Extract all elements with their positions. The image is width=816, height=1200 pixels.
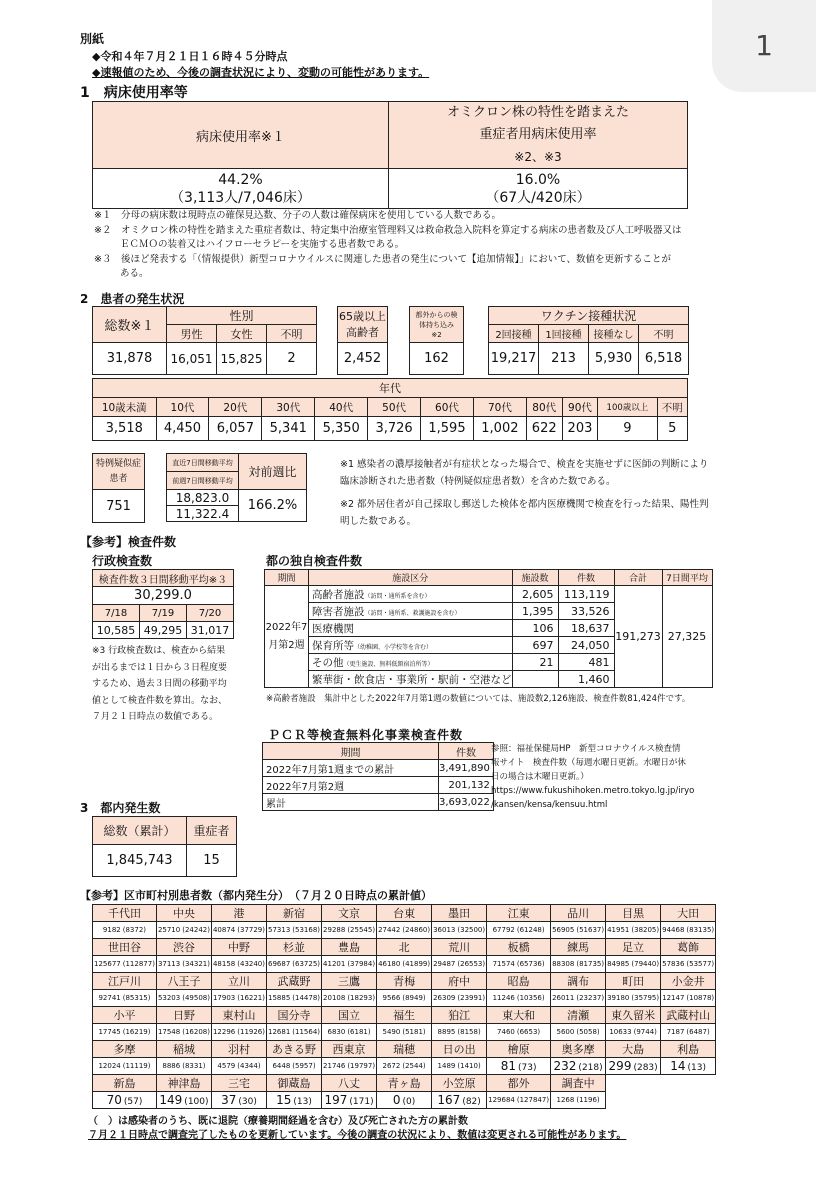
city-name: 足立 bbox=[606, 939, 661, 956]
city-name: 調布 bbox=[551, 973, 606, 990]
city-name: 奥多摩 bbox=[551, 1041, 606, 1058]
city-count: 1489 (1410) bbox=[432, 1058, 487, 1075]
city-name: 三宅 bbox=[211, 1075, 266, 1092]
city-count: 0 (0) bbox=[377, 1092, 432, 1109]
city-count: 10633 (9744) bbox=[606, 1024, 661, 1041]
out-of-prefecture-value: 162 bbox=[410, 343, 464, 375]
city-name: 八王子 bbox=[156, 973, 211, 990]
section2-title: 2 患者の発生状況 bbox=[80, 292, 185, 306]
vaccine-col-header: 接種なし bbox=[589, 325, 639, 343]
own-test-col-header: 施設数 bbox=[512, 570, 558, 586]
city-count: 37113 (34321) bbox=[156, 956, 211, 973]
age-col-header: 20代 bbox=[209, 398, 262, 417]
own-test-count: 33,526 bbox=[558, 603, 614, 620]
female-value: 15,825 bbox=[217, 343, 267, 375]
city-count: 37 (30) bbox=[211, 1092, 266, 1109]
age-col-value: 5 bbox=[657, 417, 688, 441]
own-test-facility-count bbox=[512, 671, 558, 688]
city-count: 9182 (8372) bbox=[93, 922, 157, 939]
city-count: 1268 (1196) bbox=[551, 1092, 606, 1109]
city-name: 稲城 bbox=[156, 1041, 211, 1058]
age-col-header: 不明 bbox=[657, 398, 688, 417]
pcr-reference-note bbox=[491, 742, 694, 812]
age-col-value: 622 bbox=[526, 417, 562, 441]
own-test-note: ※高齢者施設 集計中とした2022年7月第1週の数値については、施設数2,126施設、検査件数81,424件です。 bbox=[266, 694, 691, 704]
own-test-col-header: 件数 bbox=[558, 570, 614, 586]
city-count: 27442 (24860) bbox=[377, 922, 432, 939]
sex-header: 性別 bbox=[167, 307, 317, 325]
pcr-note-line: https://www.fukushihoken.metro.tokyo.lg.jp/iryo bbox=[491, 786, 695, 796]
vaccine-col-value: 6,518 bbox=[639, 343, 689, 375]
own-test-col-header: 合計 bbox=[614, 570, 662, 586]
city-name: 渋谷 bbox=[156, 939, 211, 956]
gov-date-header: 7/18 bbox=[93, 605, 140, 622]
city-count: 57313 (53168) bbox=[267, 922, 322, 939]
city-name: 日野 bbox=[156, 1007, 211, 1024]
city-name: 昭島 bbox=[487, 973, 551, 990]
city-name: 大田 bbox=[661, 905, 716, 922]
city-count: 12147 (10878) bbox=[661, 990, 716, 1007]
female-header: 女性 bbox=[217, 325, 267, 343]
city-name: 千代田 bbox=[93, 905, 157, 922]
gov-note-line: するため、過去３日間の移動平均 bbox=[92, 679, 227, 689]
city-name: 北 bbox=[377, 939, 432, 956]
city-name: 世田谷 bbox=[93, 939, 157, 956]
city-name: 江戸川 bbox=[93, 973, 157, 990]
gov-date-header: 7/19 bbox=[140, 605, 187, 622]
gov-note-line: ７月２１日時点の数値である。 bbox=[92, 712, 219, 722]
city-count: 129684 (127847) bbox=[487, 1092, 551, 1109]
city-count: 53203 (49508) bbox=[156, 990, 211, 1007]
city-name: 台東 bbox=[377, 905, 432, 922]
city-name: 墨田 bbox=[432, 905, 487, 922]
city-count: 39180 (35795) bbox=[606, 990, 661, 1007]
own-test-period: 2022年7 月第2週 bbox=[265, 586, 309, 688]
attachment-label: 別紙 bbox=[80, 32, 105, 46]
city-name: 国分寺 bbox=[267, 1007, 322, 1024]
city-count: 8886 (8331) bbox=[156, 1058, 211, 1075]
total-value: 31,878 bbox=[93, 343, 167, 375]
age-col-header: 10代 bbox=[156, 398, 209, 417]
city-count: 29288 (25545) bbox=[322, 922, 377, 939]
city-name: 羽村 bbox=[211, 1041, 266, 1058]
city-name: 新島 bbox=[93, 1075, 157, 1092]
city-name: 都外 bbox=[487, 1075, 551, 1092]
own-test-col-header: 7日間平均 bbox=[662, 570, 712, 586]
pcr-title: ＰＣＲ等検査無料化事業検査件数 bbox=[268, 728, 464, 742]
weekly-ratio-header: 対前週比 bbox=[239, 454, 307, 490]
weekly-ratio-value: 166.2% bbox=[239, 490, 307, 522]
city-count: 17903 (16221) bbox=[211, 990, 266, 1007]
city-name: 八丈 bbox=[322, 1075, 377, 1092]
age-col-header: 80代 bbox=[526, 398, 562, 417]
city-name: 新宿 bbox=[267, 905, 322, 922]
pcr-note-line: 参照：福祉保健局HP 新型コロナウイルス検査情 bbox=[491, 744, 681, 754]
male-header: 男性 bbox=[167, 325, 217, 343]
city-name: 日の出 bbox=[432, 1041, 487, 1058]
city-name: 中央 bbox=[156, 905, 211, 922]
age-col-value: 5,350 bbox=[315, 417, 368, 441]
own-test-title: 都の独自検査件数 bbox=[266, 554, 363, 568]
own-test-facility-type: その他（更生施設、無料低額宿泊所等） bbox=[309, 654, 513, 671]
suspected-value: 751 bbox=[93, 490, 145, 523]
city-name: 町田 bbox=[606, 973, 661, 990]
own-test-facility-type: 医療機関 bbox=[309, 620, 513, 637]
age-col-value: 9 bbox=[598, 417, 657, 441]
gov-note-line: 値として検査件数を算出。なお、 bbox=[92, 695, 228, 706]
own-test-count: 24,050 bbox=[558, 637, 614, 654]
own-test-facility-count: 1,395 bbox=[512, 603, 558, 620]
city-name: 江東 bbox=[487, 905, 551, 922]
timestamp-line: ◆令和４年７月２１日１６時４５分時点 bbox=[92, 50, 288, 63]
city-count: 56905 (51637) bbox=[551, 922, 606, 939]
city-name: 文京 bbox=[322, 905, 377, 922]
city-name: 品川 bbox=[551, 905, 606, 922]
city-count: 94468 (83135) bbox=[661, 922, 716, 939]
bed-usage-header: 病床使用率※１ bbox=[93, 102, 389, 169]
city-name: 利島 bbox=[661, 1041, 716, 1058]
city-count: 9566 (8949) bbox=[377, 990, 432, 1007]
gov-note-line: ※3 行政検査数は、検査から結果 bbox=[92, 646, 226, 656]
city-table bbox=[92, 904, 716, 1109]
city-count: 21746 (19797) bbox=[322, 1058, 377, 1075]
out-of-prefecture-header: 都外からの検 体持ち込み ※2 bbox=[410, 307, 464, 343]
elderly-header: 65歳以上 高齢者 bbox=[338, 307, 388, 343]
city-count: 29487 (26553) bbox=[432, 956, 487, 973]
own-test-count: 481 bbox=[558, 654, 614, 671]
city-count: 26011 (23237) bbox=[551, 990, 606, 1007]
city-name: 瑞穂 bbox=[377, 1041, 432, 1058]
pcr-period: 2022年7月第1週までの累計 bbox=[263, 760, 439, 777]
vaccine-col-header: 不明 bbox=[639, 325, 689, 343]
city-name: 東大和 bbox=[487, 1007, 551, 1024]
age-col-header: 70代 bbox=[473, 398, 526, 417]
recent-average-header: 直近7日間移動平均 bbox=[167, 454, 239, 472]
city-count: 41201 (37984) bbox=[322, 956, 377, 973]
vaccine-col-value: 5,930 bbox=[589, 343, 639, 375]
recent-average-value: 18,823.0 bbox=[167, 490, 239, 506]
city-name: 国立 bbox=[322, 1007, 377, 1024]
city-count: 17745 (16219) bbox=[93, 1024, 157, 1041]
pcr-note-line: /kansen/kensa/kensuu.html bbox=[491, 800, 608, 810]
city-name: 大島 bbox=[606, 1041, 661, 1058]
total-header: 総数※１ bbox=[93, 307, 167, 343]
city-name: 東村山 bbox=[211, 1007, 266, 1024]
city-count: 46180 (41899) bbox=[377, 956, 432, 973]
pcr-note-line: 報サイト 検査件数（毎週水曜日更新。水曜日が休 bbox=[491, 758, 686, 768]
own-test-count: 18,637 bbox=[558, 620, 614, 637]
city-count: 7187 (6487) bbox=[661, 1024, 716, 1041]
severe-bed-value: 16.0% （67人/420床） bbox=[389, 169, 688, 209]
city-count: 92741 (85315) bbox=[93, 990, 157, 1007]
male-value: 16,051 bbox=[167, 343, 217, 375]
city-footnote: （ ）は感染者のうち、既に退院（療養期間経過を含む）及び死亡された方の累計数 bbox=[88, 1116, 468, 1127]
city-name: 小平 bbox=[93, 1007, 157, 1024]
city-count: 2672 (2544) bbox=[377, 1058, 432, 1075]
pcr-period: 2022年7月第2週 bbox=[263, 777, 439, 794]
page-number-badge: 1 bbox=[712, 0, 816, 92]
own-test-facility-count: 2,605 bbox=[512, 586, 558, 603]
suspected-table bbox=[92, 453, 145, 523]
vaccine-table bbox=[488, 306, 689, 375]
city-count: 232 (218) bbox=[551, 1058, 606, 1075]
city-name: 檜原 bbox=[487, 1041, 551, 1058]
city-name: 西東京 bbox=[322, 1041, 377, 1058]
city-name: 清瀬 bbox=[551, 1007, 606, 1024]
city-name: 立川 bbox=[211, 973, 266, 990]
city-count: 14 (13) bbox=[661, 1058, 716, 1075]
suspected-header: 特例疑似症 患者 bbox=[93, 454, 145, 490]
gov-test-title: 行政検査数 bbox=[92, 554, 153, 568]
gov-test-note bbox=[92, 643, 227, 726]
severe-header: 重症者 bbox=[187, 817, 237, 845]
age-table bbox=[92, 378, 688, 441]
severe-value: 15 bbox=[187, 845, 237, 877]
city-count: 15 (13) bbox=[267, 1092, 322, 1109]
city-name: 府中 bbox=[432, 973, 487, 990]
age-col-value: 6,057 bbox=[209, 417, 262, 441]
city-name: 中野 bbox=[211, 939, 266, 956]
city-name: 狛江 bbox=[432, 1007, 487, 1024]
city-count: 12296 (11926) bbox=[211, 1024, 266, 1041]
own-test-col-header: 施設区分 bbox=[309, 570, 513, 586]
city-count: 4579 (4344) bbox=[211, 1058, 266, 1075]
age-col-header: 40代 bbox=[315, 398, 368, 417]
pcr-count: 3,491,890 bbox=[439, 760, 494, 777]
city-name: 福生 bbox=[377, 1007, 432, 1024]
city-count: 71574 (65736) bbox=[487, 956, 551, 973]
own-test-facility-count: 106 bbox=[512, 620, 558, 637]
city-name: 小金井 bbox=[661, 973, 716, 990]
city-count: 11246 (10356) bbox=[487, 990, 551, 1007]
test-count-title: 【参考】検査件数 bbox=[80, 535, 177, 549]
city-name: 調査中 bbox=[551, 1075, 606, 1092]
city-name: 練馬 bbox=[551, 939, 606, 956]
gov-note-line: が出るまでは１日から３日程度要 bbox=[92, 662, 228, 673]
age-col-value: 5,341 bbox=[262, 417, 315, 441]
disclaimer-line: ◆速報値のため、今後の調査状況により、変動の可能性があります。 bbox=[92, 66, 430, 79]
elderly-value: 2,452 bbox=[338, 343, 388, 375]
age-col-header: 10歳未満 bbox=[93, 398, 157, 417]
city-count: 81 (73) bbox=[487, 1058, 551, 1075]
pcr-table bbox=[262, 742, 494, 811]
age-header: 年代 bbox=[93, 379, 688, 398]
severe-bed-header: オミクロン株の特性を踏まえた 重症者用病床使用率 ※2、※3 bbox=[389, 102, 688, 169]
pcr-period-header: 期間 bbox=[263, 743, 439, 760]
city-count: 149 (100) bbox=[156, 1092, 211, 1109]
own-test-count: 113,119 bbox=[558, 586, 614, 603]
pcr-count: 201,132 bbox=[439, 777, 494, 794]
city-count: 67792 (61248) bbox=[487, 922, 551, 939]
section2-notes: ※1 感染者の濃厚接触者が有症状となった場合で、検査を実施せずに医師の判断により 臨床診断された患者数（特例疑似症患者数）を含めた数である。 ※2 都外居住者が自己採取し郵送した検体を都内医療機関で検査を行った結果、陽性判 明した数である。 bbox=[340, 459, 709, 527]
city-count: 40874 (37729) bbox=[211, 922, 266, 939]
city-name: 青ヶ島 bbox=[377, 1075, 432, 1092]
city-name: 多摩 bbox=[93, 1041, 157, 1058]
city-name: 東久留米 bbox=[606, 1007, 661, 1024]
gov-test-table bbox=[92, 569, 234, 639]
previous-average-header: 前週7日間移動平均 bbox=[167, 472, 239, 490]
own-test-col-header: 期間 bbox=[265, 570, 309, 586]
age-col-value: 4,450 bbox=[156, 417, 209, 441]
out-of-prefecture-table bbox=[409, 306, 464, 375]
unknown-header: 不明 bbox=[267, 325, 317, 343]
city-name: 武蔵村山 bbox=[661, 1007, 716, 1024]
city-name: 武蔵野 bbox=[267, 973, 322, 990]
cumulative-value: 1,845,743 bbox=[93, 845, 187, 877]
city-name: 豊島 bbox=[322, 939, 377, 956]
pcr-count: 3,693,022 bbox=[439, 794, 494, 811]
city-name: 青梅 bbox=[377, 973, 432, 990]
vaccine-col-value: 19,217 bbox=[489, 343, 539, 375]
gov-date-value: 10,585 bbox=[93, 622, 140, 639]
city-count: 48158 (43240) bbox=[211, 956, 266, 973]
age-col-header: 60代 bbox=[421, 398, 474, 417]
age-col-value: 3,518 bbox=[93, 417, 157, 441]
own-test-count: 1,460 bbox=[558, 671, 614, 688]
moving-average-table bbox=[166, 453, 307, 522]
city-count: 84985 (79440) bbox=[606, 956, 661, 973]
city-count: 57836 (53577) bbox=[661, 956, 716, 973]
bed-usage-table bbox=[92, 101, 688, 209]
gov-date-value: 31,017 bbox=[187, 622, 234, 639]
city-count: 36013 (32500) bbox=[432, 922, 487, 939]
own-test-table bbox=[264, 569, 713, 688]
own-test-average: 27,325 bbox=[662, 586, 712, 688]
pcr-period: 累計 bbox=[263, 794, 439, 811]
city-count: 88308 (81735) bbox=[551, 956, 606, 973]
city-count: 7460 (6653) bbox=[487, 1024, 551, 1041]
city-count: 12024 (11119) bbox=[93, 1058, 157, 1075]
own-test-total: 191,273 bbox=[614, 586, 662, 688]
own-test-facility-count: 697 bbox=[512, 637, 558, 654]
city-count: 20108 (18293) bbox=[322, 990, 377, 1007]
patient-sex-table bbox=[92, 306, 317, 375]
city-count: 25710 (24242) bbox=[156, 922, 211, 939]
city-count: 5490 (5181) bbox=[377, 1024, 432, 1041]
own-test-facility-type: 高齢者施設（訪問・通所系を含む） bbox=[309, 586, 513, 603]
previous-average-value: 11,322.4 bbox=[167, 506, 239, 522]
age-col-header: 100歳以上 bbox=[598, 398, 657, 417]
city-count: 5600 (5058) bbox=[551, 1024, 606, 1041]
city-name: 板橋 bbox=[487, 939, 551, 956]
cumulative-table bbox=[92, 816, 237, 877]
city-count: 125677 (112877) bbox=[93, 956, 157, 973]
vaccine-col-value: 213 bbox=[539, 343, 589, 375]
gov-date-header: 7/20 bbox=[187, 605, 234, 622]
section1-title: 1 病床使用率等 bbox=[80, 85, 188, 101]
city-count: 299 (283) bbox=[606, 1058, 661, 1075]
city-name: 港 bbox=[211, 905, 266, 922]
city-count: 167 (82) bbox=[432, 1092, 487, 1109]
section3-title: 3 都内発生数 bbox=[80, 801, 161, 815]
city-count: 8895 (8158) bbox=[432, 1024, 487, 1041]
city-name: 杉並 bbox=[267, 939, 322, 956]
age-col-value: 1,002 bbox=[473, 417, 526, 441]
elderly-table bbox=[337, 306, 388, 375]
city-count: 69687 (63725) bbox=[267, 956, 322, 973]
unknown-value: 2 bbox=[267, 343, 317, 375]
vaccine-header: ワクチン接種状況 bbox=[489, 307, 689, 325]
city-count: 70 (57) bbox=[93, 1092, 157, 1109]
city-count: 6830 (6181) bbox=[322, 1024, 377, 1041]
city-name: 小笠原 bbox=[432, 1075, 487, 1092]
gov-test-header: 検査件数３日間移動平均※３ bbox=[93, 570, 234, 587]
pcr-count-header: 件数 bbox=[439, 743, 494, 760]
own-test-facility-type: 障害者施設（訪問・通所系、救護施設を含む） bbox=[309, 603, 513, 620]
city-name: 荒川 bbox=[432, 939, 487, 956]
own-test-facility-type: 繁華街・飲食店・事業所・駅前・空港など bbox=[309, 671, 513, 688]
city-name: 目黒 bbox=[606, 905, 661, 922]
age-col-header: 90代 bbox=[562, 398, 598, 417]
cumulative-header: 総数（累計） bbox=[93, 817, 187, 845]
city-count: 6448 (5957) bbox=[267, 1058, 322, 1075]
age-col-header: 30代 bbox=[262, 398, 315, 417]
own-test-facility-type: 保育所等（幼稚園、小学校等を含む） bbox=[309, 637, 513, 654]
city-count: 17548 (16208) bbox=[156, 1024, 211, 1041]
city-name: 三鷹 bbox=[322, 973, 377, 990]
vaccine-col-header: 1回接種 bbox=[539, 325, 589, 343]
city-count: 26309 (23991) bbox=[432, 990, 487, 1007]
gov-date-value: 49,295 bbox=[140, 622, 187, 639]
gov-test-value: 30,299.0 bbox=[93, 587, 234, 605]
city-table-title: 【参考】区市町村別患者数（都内発生分） （７月２０日時点の累計値） bbox=[80, 889, 432, 902]
city-count: 12681 (11564) bbox=[267, 1024, 322, 1041]
vaccine-col-header: 2回接種 bbox=[489, 325, 539, 343]
section1-notes: ※１ 分母の病床数は現時点の確保見込数、分子の人数は確保病床を使用している人数である。 ※２ オミクロン株の特性を踏まえた重症者数は、特定集中治療室管理料又は救命救急入院料を算定する病床の患者数及び人工呼吸器又は ＥＣＭＯの装着又はハイフローセラピーを実施する患者数である。 ※３ 後ほど発表する「（情報提供）新型コロナウイルスに関連した患者の発生について【追加情報】」において、数値を更新することが ある。 bbox=[94, 210, 682, 279]
pcr-note-line: 日の場合は木曜日更新。） bbox=[491, 772, 589, 782]
city-name: あきる野 bbox=[267, 1041, 322, 1058]
city-name: 葛飾 bbox=[661, 939, 716, 956]
city-name: 御蔵島 bbox=[267, 1075, 322, 1092]
city-count: 197 (171) bbox=[322, 1092, 377, 1109]
city-count: 15885 (14478) bbox=[267, 990, 322, 1007]
city-name: 神津島 bbox=[156, 1075, 211, 1092]
age-col-value: 1,595 bbox=[421, 417, 474, 441]
bed-usage-value: 44.2% （3,113人/7,046床） bbox=[93, 169, 389, 209]
age-col-value: 203 bbox=[562, 417, 598, 441]
age-col-value: 3,726 bbox=[368, 417, 421, 441]
age-col-header: 50代 bbox=[368, 398, 421, 417]
update-footnote: ７月２１日時点で調査完了したものを更新しています。今後の調査の状況により、数値は変更される可能性があります。 bbox=[88, 1130, 627, 1141]
city-count: 41951 (38205) bbox=[606, 922, 661, 939]
own-test-facility-count: 21 bbox=[512, 654, 558, 671]
